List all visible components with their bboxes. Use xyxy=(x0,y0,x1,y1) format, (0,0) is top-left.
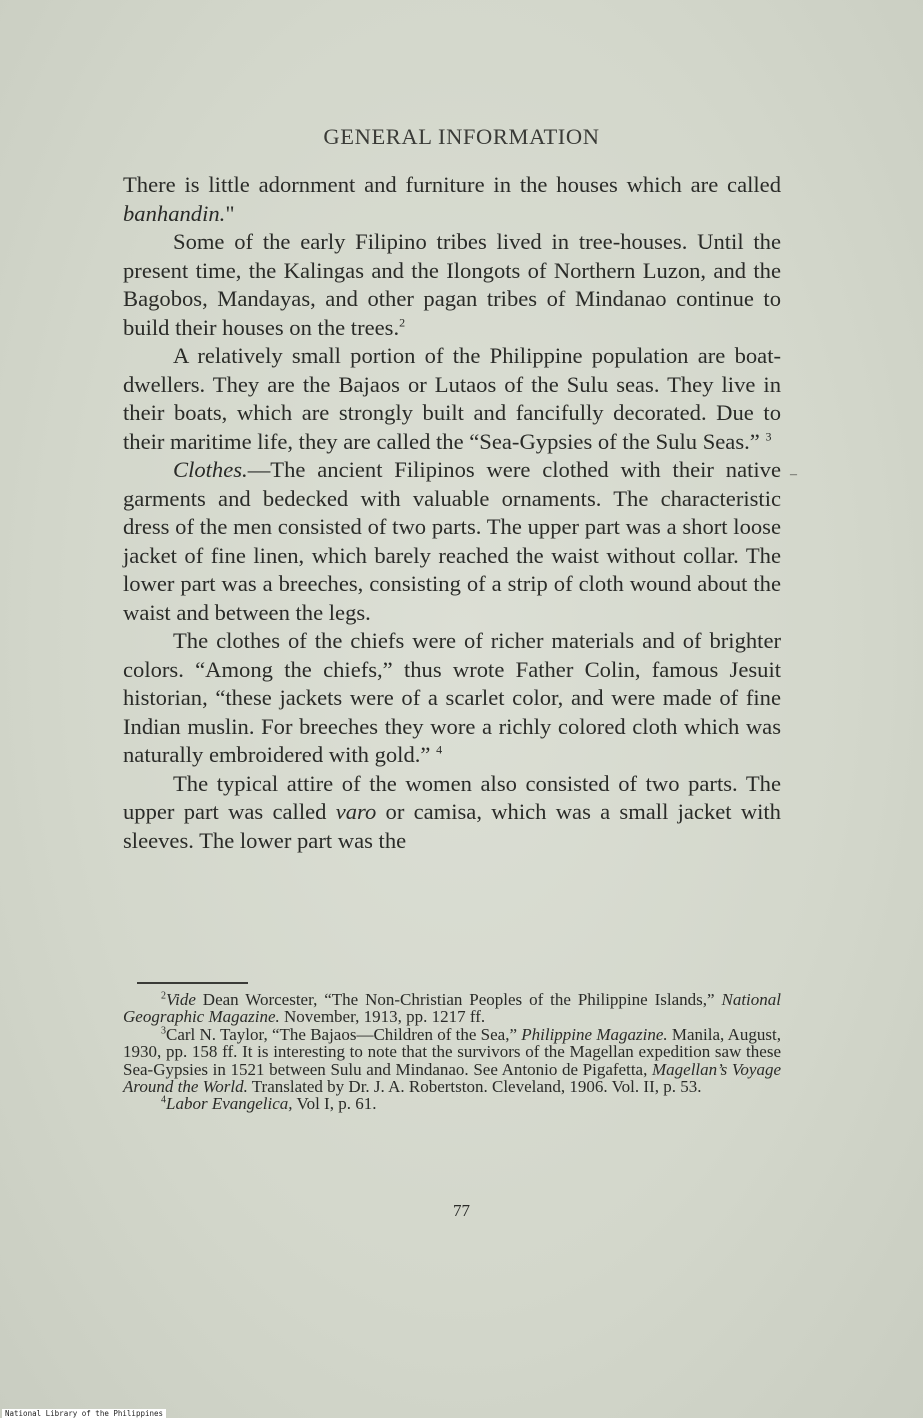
page-number: 77 xyxy=(453,1201,470,1220)
paragraph-6: The typical attire of the women also consisted of two parts. The upper part was called varo or camisa, which was a small jacket with sleeves. The lower part was the xyxy=(123,770,781,853)
footnote-ref-4: 4 xyxy=(436,742,443,757)
paragraph-4: Clothes.—The ancient Filipinos were clothed with their native garments and bedecked with valuable ornaments. The characteristic dress of the men consisted of two parts. The upper part was a short loose jacket of fine linen, which barely reached the waist without collar. The lower part was a breeches, consisting of a strip of cloth wound about the waist and between the legs. xyxy=(123,457,781,625)
body-text xyxy=(123,171,781,855)
footnote-ref-2: 2 xyxy=(399,314,406,329)
footnotes xyxy=(123,991,781,1113)
paragraph-3: A relatively small portion of the Philippine population are boat-dwellers. They are the Bajaos or Lutaos of the Sulu seas. They live in their boats, which are strongly built and fancifully decorated. Due to their maritime life, they are called the “Sea-Gypsies of the Sulu Seas.” $^3$ xyxy=(123,343,781,454)
footnote-4: $^4$Labor Evangelica, Vol I, p. 61. xyxy=(161,1094,377,1114)
footnote-2: $^2$Vide Dean Worcester, “The Non-Christian Peoples of the Philippine Islands,” National Geographic Magazine. November, 1913, pp. 1217 ff. xyxy=(123,990,781,1027)
margin-mark: – xyxy=(790,467,797,482)
paragraph-5: The clothes of the chiefs were of richer materials and of brighter colors. “Among the chiefs,” thus wrote Father Colin, famous Jesuit historian, “these jackets were of a scarlet color, and were made of fine Indian muslin. For breeches they wore a richly colored cloth which was naturally embroidered with gold.” $^4$ xyxy=(123,628,781,767)
footnote-ref-3: 3 xyxy=(765,428,772,443)
paragraph-1: There is little adornment and furniture in the houses which are called banhandin." xyxy=(123,172,781,226)
footnote-divider xyxy=(137,982,248,984)
running-header: GENERAL INFORMATION xyxy=(323,124,600,149)
footnote-3: $^3$Carl N. Taylor, “The Bajaos—Children of the Sea,” Philippine Magazine. Manila, August, 1930, pp. 158 ff. It is interesting to note that the survivors of the Magellan expedition saw these Sea-Gypsies in 1521 between Sulu and Mindanao. See Antonio de Pigafetta, Magellan’s Voyage Around the World. Translated by Dr. J. A. Robertston. Cleveland, 1906. Vol. II, p. 53. xyxy=(123,1024,781,1097)
paragraph-2: Some of the early Filipino tribes lived in tree-houses. Until the present time, the Kalingas and the Ilongots of Northern Luzon, and the Bagobos, Mandayas, and other pagan tribes of Mindanao continue to build their houses on the trees.$^2$ xyxy=(123,229,781,340)
library-watermark: National Library of the Philippines xyxy=(2,1409,166,1418)
